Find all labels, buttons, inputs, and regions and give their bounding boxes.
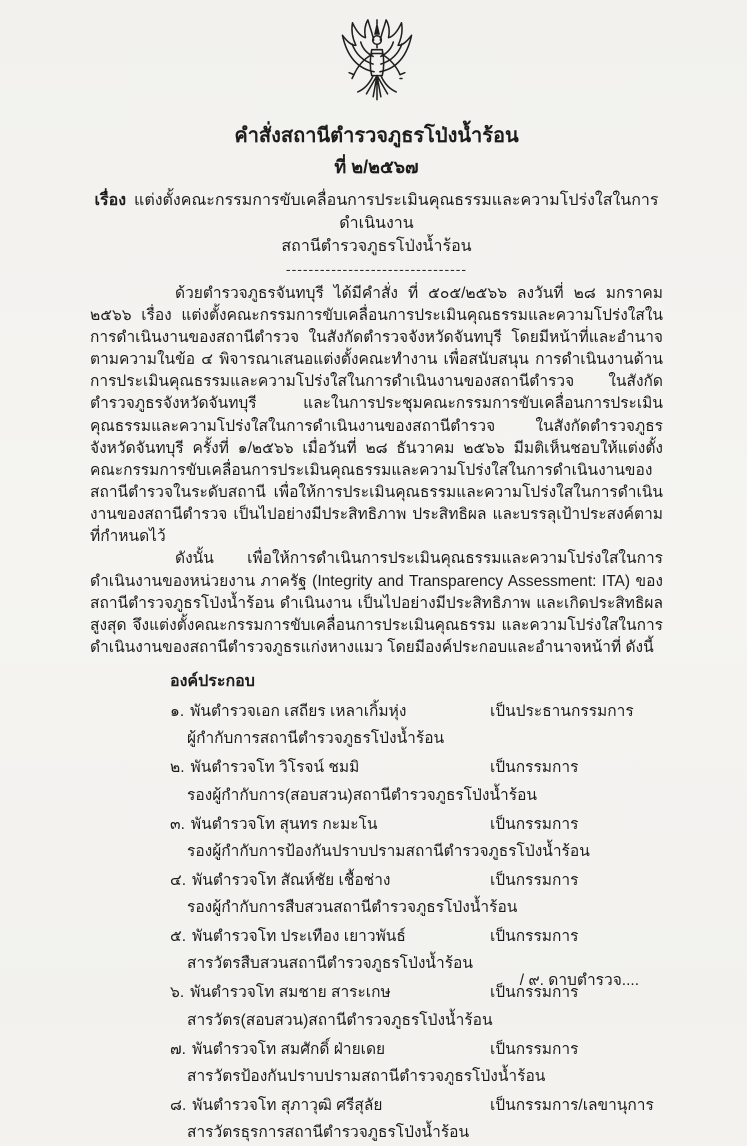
- member-row: [90, 811, 663, 838]
- subject-text: แต่งตั้งคณะกรรมการขับเคลื่อนการประเมินคุณธรรมและความโปร่งใสในการดำเนินงาน: [134, 192, 659, 233]
- member-number: ๓.: [170, 815, 185, 833]
- member-name: พันตำรวจโท ประเทือง เยาวพันธ์: [192, 928, 406, 946]
- subject-label: เรื่อง: [94, 192, 127, 209]
- member-name: พันตำรวจโท สุนทร กะมะโน: [190, 815, 378, 833]
- member-number: ๖.: [170, 984, 185, 1002]
- subject-line: [90, 189, 663, 235]
- member-position: สารวัตรป้องกันปราบปรามสถานีตำรวจภูธรโป่งน้ำร้อน: [187, 1067, 546, 1085]
- garuda-emblem: [318, 18, 436, 114]
- subject-line2: สถานีตำรวจภูธรโป่งน้ำร้อน: [281, 238, 472, 256]
- member-position: สารวัตร(สอบสวน)สถานีตำรวจภูธรโป่งน้ำร้อน: [187, 1011, 493, 1029]
- member-name: พันตำรวจเอก เสถียร เหลาเกิ้มหุ่ง: [190, 703, 407, 721]
- member-name: พันตำรวจโท วิโรจน์ ชมมิ: [190, 759, 360, 777]
- member-position: รองผู้กำกับการป้องกันปราบปรามสถานีตำรวจภูธรโป่งน้ำร้อน: [187, 842, 590, 860]
- committee-member: [90, 867, 663, 921]
- member-position: สารวัตรธุรการสถานีตำรวจภูธรโป่งน้ำร้อน: [187, 1124, 470, 1142]
- member-position: รองผู้กำกับการ(สอบสวน)สถานีตำรวจภูธรโป่งน้ำร้อน: [187, 786, 537, 804]
- member-name: พันตำรวจโท สมศักดิ์ ฝ่ายเดย: [191, 1040, 386, 1058]
- document-title: คำสั่งสถานีตำรวจภูธรโป่งน้ำร้อน: [234, 125, 519, 147]
- member-row: [90, 754, 663, 781]
- member-role: เป็นกรรมการ: [490, 759, 579, 777]
- committee-member: [90, 698, 663, 752]
- continuation-note: / ๙. ดาบตำรวจ....: [519, 972, 639, 989]
- committee-member: [90, 1092, 663, 1146]
- member-number: ๑.: [170, 703, 185, 721]
- member-name: พันตำรวจโท สัณห์ชัย เชื้อช่าง: [192, 871, 391, 889]
- member-role: เป็นกรรมการ: [490, 1040, 579, 1058]
- member-role: เป็นกรรมการ: [490, 928, 579, 946]
- member-role: เป็นกรรมการ/เลขานุการ: [490, 1096, 654, 1114]
- committee-list: [90, 698, 663, 1146]
- section-divider: --------------------------------: [285, 260, 468, 277]
- document-number: ที่ ๒/๒๕๖๗: [334, 157, 419, 177]
- committee-member: [90, 1036, 663, 1090]
- member-number: ๕.: [170, 928, 187, 946]
- member-position: รองผู้กำกับการสืบสวนสถานีตำรวจภูธรโป่งน้ำร้อน: [187, 899, 518, 917]
- member-role: เป็นกรรมการ: [490, 984, 579, 1002]
- member-position: สารวัตรสืบสวนสถานีตำรวจภูธรโป่งน้ำร้อน: [187, 955, 473, 973]
- member-position: ผู้กำกับการสถานีตำรวจภูธรโป่งน้ำร้อน: [187, 730, 445, 748]
- committee-heading: องค์ประกอบ: [170, 673, 255, 691]
- member-name: พันตำรวจโท สมชาย สาระเกษ: [190, 984, 391, 1002]
- member-row: [90, 1092, 663, 1119]
- member-number: ๘.: [170, 1096, 187, 1114]
- body-paragraph-1: ด้วยตำรวจภูธรจันทบุรี ได้มีคำสั่ง ที่ ๕๐๕/๒๕๖๖ ลงวันที่ ๒๘ มกราคม ๒๕๖๖ เรื่อง แต่งตั้งคณะกรรมการขับเคลื่อนการประเมินคุณธรรมและความโปร่งใสในการดำเนินงานของสถานีตำรวจ ในสังกัดตำรวจจังหวัดจันทบุรี โดยมีหน้าที่และอำนาจตามความในข้อ ๔ พิจารณาเสนอแต่งตั้งคณะทำงาน เพื่อสนับสนุน การดำเนินงานด้านการประเมินคุณธรรมและความโปร่งใสในการดำเนินงานของสถานีตำรวจ ในสังกัดตำรวจภูธรจังหวัดจันทบุรี และในการประชุมคณะกรรมการขับเคลื่อนการประเมินคุณธรรมและความโปร่งใสในการดำเนินงานของสถานีตำรวจ ในสังกัดตำรวจภูธรจังหวัดจันทบุรี ครั้งที่ ๑/๒๕๖๖ เมื่อวันที่ ๒๘ ธันวาคม ๒๕๖๖ มีมติเห็นชอบให้แต่งตั้งคณะกรรมการขับเคลื่อนการประเมินคุณธรรมและความโปร่งใสในการดำเนินงานของสถานีตำรวจในระดับสถานี เพื่อให้การประเมินคุณธรรมและความโปร่งใสในการดำเนินงานของสถานีตำรวจ เป็นไปอย่างมีประสิทธิภาพ ประสิทธิผล และบรรลุเป้าประสงค์ตามที่กำหนดไว้: [90, 284, 663, 546]
- member-row: [90, 923, 663, 950]
- member-number: ๒.: [170, 759, 185, 777]
- member-row: [90, 1036, 663, 1063]
- member-role: เป็นกรรมการ: [490, 815, 579, 833]
- member-number: ๗.: [170, 1040, 186, 1058]
- committee-member: [90, 811, 663, 865]
- member-row: [90, 867, 663, 894]
- member-role: เป็นกรรมการ: [490, 871, 579, 889]
- committee-member: [90, 754, 663, 808]
- body-paragraph-2: ดังนั้น เพื่อให้การดำเนินการประเมินคุณธรรมและความโปร่งใสในการดำเนินงานของหน่วยงาน ภาครัฐ (Integrity and Transparency Assessment: ITA) ของสถานีตำรวจภูธรโป่งน้ำร้อน ดำเนินงาน เป็นไปอย่างมีประสิทธิภาพ และเกิดประสิทธิผลสูงสุด จึงแต่งตั้งคณะกรรมการขับเคลื่อนการประเมินคุณธรรม และความโปร่งใสในการดำเนินงานของสถานีตำรวจภูธรแก่งหางแมว โดยมีองค์ประกอบและอำนาจหน้าที่ ดังนี้: [90, 550, 663, 657]
- member-row: [90, 698, 663, 725]
- emblem-container: [90, 18, 663, 119]
- member-role: เป็นประธานกรรมการ: [490, 703, 634, 721]
- member-name: พันตำรวจโท สุภาวุฒิ ศรีสุลัย: [192, 1096, 383, 1114]
- member-number: ๔.: [170, 871, 187, 889]
